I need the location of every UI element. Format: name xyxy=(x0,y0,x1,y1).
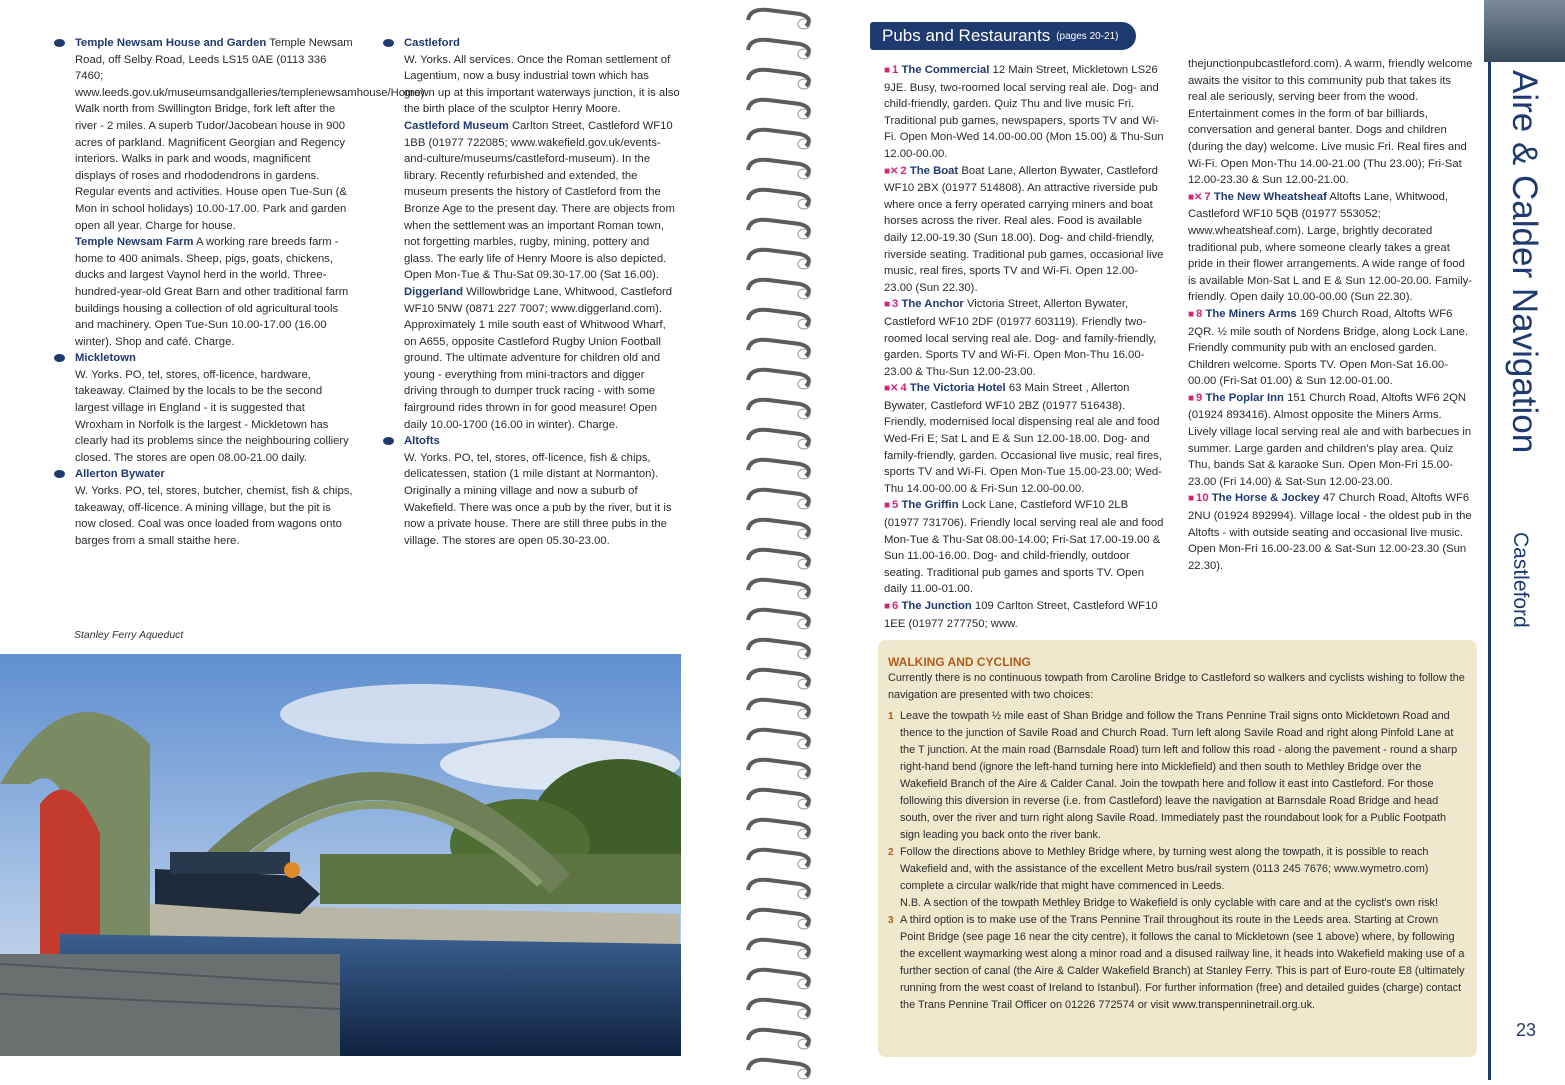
item-number: 1 xyxy=(888,711,894,722)
aqueduct-illustration xyxy=(0,654,681,1056)
entry-heading: Castleford xyxy=(404,37,460,49)
page-number: 23 xyxy=(1516,1020,1537,1040)
aqueduct-photo xyxy=(0,654,681,1056)
coil-ring xyxy=(748,730,810,749)
pub-number: 1 xyxy=(892,64,899,76)
entry-text: W. Yorks. PO, tel, stores, off-licence, fish & chips, delicatessen, station (1 mile distant at Normanton). Originally a mining village and now a suburb of Wakefield. There was once a pub by the river, but it is now a private house. There are still three pubs in the village. The stores are open 05.30-23.00. xyxy=(404,451,672,547)
entry-castleford xyxy=(404,35,680,118)
side-title-text: Aire & Calder Navigation xyxy=(1505,70,1544,454)
pub-number: 7 xyxy=(1204,190,1211,203)
walking-cycling-box xyxy=(878,640,1477,1057)
item-text: Follow the directions above to Methley Bridge where, by turning west along the towpath, it is possible to reach Wakefield and, with the assistance of the excellent Metro bus/rail system (0113 245 7676; www.wymetro.com) complete a circular walk/ride that might have commenced in Leeds. xyxy=(900,846,1429,892)
pub-entry xyxy=(884,163,1166,297)
pub-entry-continued xyxy=(1188,56,1473,189)
pub-number: 3 xyxy=(892,298,899,311)
pub-name: The Poplar Inn xyxy=(1205,391,1284,404)
pub-name: The Victoria Hotel xyxy=(909,382,1006,395)
coil-ring xyxy=(748,550,810,569)
pub-restaurant-icon: ■✕ xyxy=(884,165,899,177)
pub-name: The Horse & Jockey xyxy=(1211,492,1320,505)
walking-item xyxy=(888,708,1466,844)
pub-number: 10 xyxy=(1196,492,1209,505)
walking-item xyxy=(888,844,1466,895)
coil-ring xyxy=(748,640,810,659)
coil-ring xyxy=(748,610,810,629)
left-column-2 xyxy=(404,35,680,549)
coil-ring xyxy=(748,430,810,449)
pub-number: 6 xyxy=(892,600,899,612)
walking-title: WALKING AND CYCLING xyxy=(888,655,1031,669)
coil-ring xyxy=(748,670,810,689)
item-number: 2 xyxy=(888,847,894,858)
entry-text: W. Yorks. PO, tel, stores, off-licence, hardware, takeaway. Claimed by the locals to be the second largest village in England - it is suggested that Wroxham in Norfolk is the largest - Mickletown has clearly had its problems since the neighbouring colliery closed. The stores are open 08.00-21.00 daily. xyxy=(75,368,349,464)
entry-heading: Temple Newsam Farm xyxy=(75,236,194,249)
spiral-binding xyxy=(738,0,828,1080)
coil-ring xyxy=(748,340,810,359)
pub-restaurant-icon: ■✕ xyxy=(884,383,899,395)
bullet-icon xyxy=(54,39,65,47)
coil-ring xyxy=(748,700,810,719)
pub-entry xyxy=(1188,189,1473,306)
pub-text: Altofts Lane, Whitwood, Castleford WF10 5QB (01977 553052; www.wheatsheaf.com). Large, brightly decorated traditional pub, where someone clearly takes a great pride in their flower arrangements. A wide range of food is available Mon-Sat L and E & Sun 12.00-20.00. Family-friendly. Open daily 10.00-00.00 (Sun 22.30). xyxy=(1188,190,1473,304)
entry-text: Temple Newsam Road, off Selby Road, Leeds LS15 0AE (0113 336 7460; www.leeds.gov.uk/museumsandgalleries/templenewsamhouse/Home). Walk north from Swillington Bridge, fork left after the river - 2 miles. A superb Tudor/Jacobean house in 900 acres of parkland. Magnificent Georgian and Regency interiors. Walks in park and woods, magnificent displays of roses and rhododendrons in gardens. Regular events and activities. House open Tue-Sun (& Mon in school holidays) 10.00-17.00. Park and garden open all year. Charge for house. xyxy=(75,37,428,232)
pub-name: The Anchor xyxy=(901,298,964,311)
coil-ring xyxy=(748,280,810,299)
pub-entry xyxy=(884,598,1166,632)
coil-ring xyxy=(748,310,810,329)
photo-caption: Stanley Ferry Aqueduct xyxy=(74,629,184,641)
entry-temple-newsam-house xyxy=(75,35,428,234)
coil-ring xyxy=(748,160,810,179)
pub-name: The Miners Arms xyxy=(1205,307,1297,320)
coil-ring xyxy=(748,1030,810,1049)
side-subtitle-text: Castleford xyxy=(1509,532,1532,628)
pubs-banner xyxy=(870,22,1136,50)
item-text: A third option is to make use of the Trans Pennine Trail throughout its route in the Leeds area. Starting at Crown Point Bridge (see page 16 near the city centre), it follows the canal to Mickletown (see 1 above) where, by following the excellent waymarking west along a minor road and a disused railway line, it heads into Wakefield making use of a further section of canal (the Aire & Calder Wakefield Branch) at Stanley Ferry. This is part of Euro-route E8 (ultimately running from the west coast of Ireland to Istanbul). For further information (free) and detailed guides (charge) contact the Trans Pennine Trail Officer on 01226 772574 or visit www.transpenninetrail.org.uk. xyxy=(900,914,1465,1011)
walking-note xyxy=(888,895,1466,912)
pub-icon: ■ xyxy=(884,65,891,76)
entry-text: Carlton Street, Castleford WF10 1BB (01977 722085; www.wakefield.gov.uk/events-and-culture/museums/castleford-museum). In the library. Recently refurbished and extended, the museum presents the history of Castleford from the Bronze Age to the present day. There are objects from when the settlement was an important Roman town, not forgetting marbles, rugby, mining, pottery and glass. The early life of Henry Moore is also depicted. Open Mon-Tue & Thu-Sat 09.30-17.00 (Sat 16.00). xyxy=(404,119,675,282)
coil-ring xyxy=(748,790,810,809)
side-title xyxy=(1500,70,1550,510)
pub-entry xyxy=(1188,490,1473,574)
entry-text: W. Yorks. PO, tel, stores, butcher, chemist, fish & chips, takeaway, off-licence. A mining village, but the pit is now closed. Coal was once loaded from wagons onto barges from a small staithe here. xyxy=(75,485,353,547)
pub-entry xyxy=(1188,306,1473,390)
entry-castleford-museum xyxy=(404,118,680,284)
entry-heading: Temple Newsam House and Garden xyxy=(75,37,267,49)
side-thumbnail-photo xyxy=(1484,0,1565,62)
entry-heading: Diggerland xyxy=(404,285,463,298)
coil-ring xyxy=(748,220,810,239)
coil-ring xyxy=(748,880,810,899)
pub-entry xyxy=(884,62,1166,163)
walking-intro: Currently there is no continuous towpath from Caroline Bridge to Castleford so walkers and cyclists wishing to follow the navigation are presented with two choices: xyxy=(888,672,1465,701)
pubs-column-2 xyxy=(1188,56,1473,574)
pub-entry xyxy=(884,497,1166,598)
coil-ring xyxy=(748,520,810,539)
entry-diggerland xyxy=(404,284,680,433)
pub-text: Victoria Street, Allerton Bywater, Castleford WF10 2DF (01977 603119). Friendly two-roomed local serving real ale. Dog- and family-friendly, garden. Sports TV and Wi-Fi. Open Mon-Thu 16.00-23.00 & Thu-Sun 12.00-23.00. xyxy=(884,298,1157,378)
coil-ring xyxy=(748,40,810,59)
pubs-title: Pubs and Restaurants xyxy=(882,26,1051,45)
side-rule xyxy=(1488,0,1491,1080)
pub-name: The Boat xyxy=(909,164,959,177)
walking-item xyxy=(888,912,1466,1014)
pub-number: 8 xyxy=(1196,307,1203,320)
pub-number: 2 xyxy=(900,164,907,177)
coil-ring xyxy=(748,70,810,89)
entry-allerton-bywater xyxy=(75,466,353,549)
entry-altofts xyxy=(404,433,680,549)
pub-text: 109 Carlton Street, Castleford WF10 1EE (01977 277750; www. xyxy=(884,600,1158,630)
pub-text: 169 Church Road, Altofts WF6 2QR. ½ mile south of Nordens Bridge, along Lock Lane. Friendly community pub with an enclosed garden. Children welcome. Sports TV. Open Mon-Sat 16.00-00.00 (Fri-Sat 01.00) & Sun 12.00-01.00. xyxy=(1188,307,1469,388)
entry-heading: Allerton Bywater xyxy=(75,468,165,481)
pub-text: 12 Main Street, Mickletown LS26 9JE. Busy, two-roomed local serving real ale. Dog- and child-friendly, garden. Quiz Thu and live music Fri. Traditional pub games, newspapers, sports TV and Wi-Fi. Open Mon-Wed 14.00-00.00 (Mon 15.00) & Thu-Sun 12.00-00.00. xyxy=(884,64,1164,160)
pub-text: thejunctionpubcastleford.com). A warm, friendly welcome awaits the visitor to this community pub that takes its real ale seriously, serving beer from the wood. Entertainment comes in the form of bar billiards, conversation and general banter. Dogs and children (during the day) welcome. Live music Fri. Real fires and Wi-Fi. Open Mon-Thu 14.00-21.00 (Thu 23.00); Fri-Sat 12.00-23.30 & Sun 12.00-21.00. xyxy=(1188,58,1473,187)
entry-heading: Mickletown xyxy=(75,352,136,365)
pub-name: The Commercial xyxy=(901,64,990,76)
coil-ring xyxy=(748,400,810,419)
pub-icon: ■ xyxy=(1188,493,1195,505)
coil-ring xyxy=(748,820,810,839)
pub-text: 63 Main Street , Allerton Bywater, Castleford WF10 2BZ (01977 516438). Friendly, modernised local dispensing real ale and food Wed-Fri E; Sat L and E & Sun 12.00-18.00. Dog- and family-friendly, garden. Occasional live music, real fires, sports TV and Wi-Fi. Open Mon-Tue 15.00-23.00; Wed-Thu 14.00-00.00 & Fri-Sun 12.00-00.00. xyxy=(884,382,1162,495)
bullet-icon xyxy=(383,437,394,445)
coil-ring xyxy=(748,1000,810,1019)
pub-number: 9 xyxy=(1196,391,1203,404)
bullet-icon xyxy=(54,470,65,478)
pubs-column-1 xyxy=(884,62,1166,632)
pub-icon: ■ xyxy=(1188,392,1195,404)
pub-entry xyxy=(884,296,1166,380)
walking-body xyxy=(888,670,1466,1014)
coil-ring xyxy=(748,370,810,389)
pub-icon: ■ xyxy=(884,299,891,311)
pub-text: 151 Church Road, Altofts WF6 2QN (01924 893416). Almost opposite the Miners Arms. Lively village local serving real ale and with barbecues in summer. Large garden and children's play area. Quiz Thu, bands Sat & karaoke Sun. Open Mon-Fri 15.00-23.00 (Fri 14.00) & Sat-Sun 12.00-23.00. xyxy=(1188,391,1472,488)
coil-ring xyxy=(748,910,810,929)
item-text: Leave the towpath ½ mile east of Shan Bridge and follow the Trans Pennine Trail signs onto Mickletown Road and thence to the junction of Savile Road and Church Road. Turn left along Savile Road and right along Pinfold Lane at the T junction. At the main road (Barnsdale Road) turn left and follow this road - along the pavement - round a sharp right-hand bend (ignore the left-hand turning here into Micklefield) and then south to Methley Bridge over the Wakefield Branch of the Aire & Calder Canal. Join the towpath here and follow it east into Castleford. For those following this diversion in reverse (i.e. from Castleford) leave the navigation at Barnsdale Road Bridge and head south, over the river and turn right along Savile Road. Immediately past the roundabout look for a Public Footpath sign leading you back onto the river bank. xyxy=(900,710,1458,841)
coil-ring xyxy=(748,1060,810,1079)
coil-ring xyxy=(748,760,810,779)
coil-ring xyxy=(748,940,810,959)
coil-ring xyxy=(748,490,810,509)
coil-ring xyxy=(748,190,810,209)
pub-text: Boat Lane, Allerton Bywater, Castleford WF10 2BX (01977 514808). An attractive riverside pub where once a ferry operated carrying miners and boat horses across the river. Real ales. Food is available daily 12.00-19.30 (Sun 18.00). Dog- and child-friendly, riverside seating. Traditional pub games, occasional live music, real fires, sports TV and Wi-Fi. Open 12.00-23.00 (Sun 22.30). xyxy=(884,164,1164,294)
pub-restaurant-icon: ■✕ xyxy=(1188,191,1203,203)
bullet-icon xyxy=(383,39,394,47)
item-text: N.B. A section of the towpath Methley Bridge to Wakefield is only cyclable with care and at the cyclist's own risk! xyxy=(900,897,1438,909)
pub-entry xyxy=(1188,390,1473,491)
pub-name: The Junction xyxy=(901,600,972,612)
pub-number: 4 xyxy=(900,382,907,395)
bullet-icon xyxy=(54,354,65,362)
coil-ring xyxy=(748,130,810,149)
entry-temple-newsam-farm xyxy=(75,234,353,350)
coil-ring xyxy=(748,970,810,989)
item-number: 3 xyxy=(888,915,894,926)
pub-icon: ■ xyxy=(1188,308,1195,320)
pub-icon: ■ xyxy=(884,500,891,512)
coil-ring xyxy=(748,850,810,869)
pub-name: The Griffin xyxy=(901,499,959,512)
coil-ring xyxy=(748,580,810,599)
pub-number: 5 xyxy=(892,499,899,512)
coil-ring xyxy=(748,100,810,119)
pub-text: Lock Lane, Castleford WF10 2LB (01977 731706). Friendly local serving real ale and food Mon-Tue & Thu-Sat 08.00-14.00; Fri-Sat 17.00-19.00 & Sun 11.00-16.00. Dog- and child-friendly, outdoor seating. Traditional pub games and sports TV. Open daily 11.00-01.00. xyxy=(884,499,1164,596)
pub-name: The New Wheatsheaf xyxy=(1213,190,1327,203)
spiral-coils xyxy=(738,0,828,1080)
entry-heading: Altofts xyxy=(404,435,440,448)
entry-text: Willowbridge Lane, Whitwood, Castleford WF10 5NW (0871 227 7007; www.diggerland.com). Approximately 1 mile south east of Whitwood Wharf, on A655, opposite Castleford Rugby Union Football ground. The ultimate adventure for children old and young - everything from mini-tractors and digger driving through to dumper truck racing - with some fairground rides thrown in for good measure! Open daily 10.00-1700 (16.00 in winter). Charge. xyxy=(404,285,673,431)
entry-text: A working rare breeds farm - home to 400 animals. Sheep, pigs, goats, chickens, ducks and largest Vaynol herd in the world. Three-hundred-year-old Great Barn and other traditional farm buildings housing a collection of old agricultural tools and machinery. Open Tue-Sun 10.00-17.00 (16.00 winter). Shop and café. Charge. xyxy=(75,236,349,348)
pubs-pages: (pages 20-21) xyxy=(1056,30,1119,42)
entry-heading: Castleford Museum xyxy=(404,119,509,132)
entry-text: W. Yorks. All services. Once the Roman settlement of Lagentium, now a busy industrial town which has grown up at this important waterways junction, it is also the birth place of the sculptor Henry Moore. xyxy=(404,53,680,116)
pub-entry xyxy=(884,380,1166,497)
coil-ring xyxy=(748,10,810,29)
pub-icon: ■ xyxy=(884,601,891,612)
entry-mickletown xyxy=(75,350,353,466)
coil-ring xyxy=(748,460,810,479)
coil-ring xyxy=(748,250,810,269)
pub-text: 47 Church Road, Altofts WF6 2NU (01924 892994). Village local - the oldest pub in the Altofts - with outside seating and occasional live music. Open Mon-Fri 16.00-23.00 & Sat-Sun 12.00-23.30 (Sun 22.30). xyxy=(1188,492,1472,572)
